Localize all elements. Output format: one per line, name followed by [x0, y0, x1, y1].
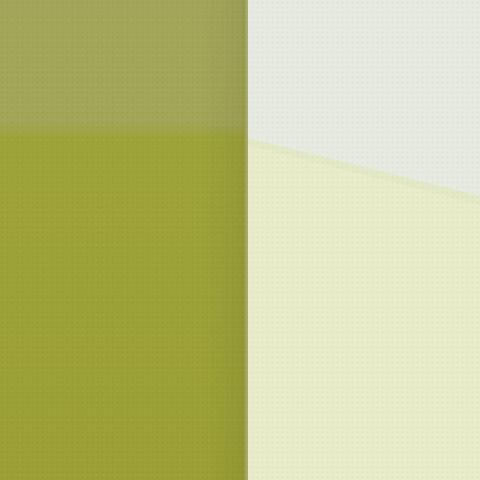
pale-light-wedge [248, 0, 480, 480]
